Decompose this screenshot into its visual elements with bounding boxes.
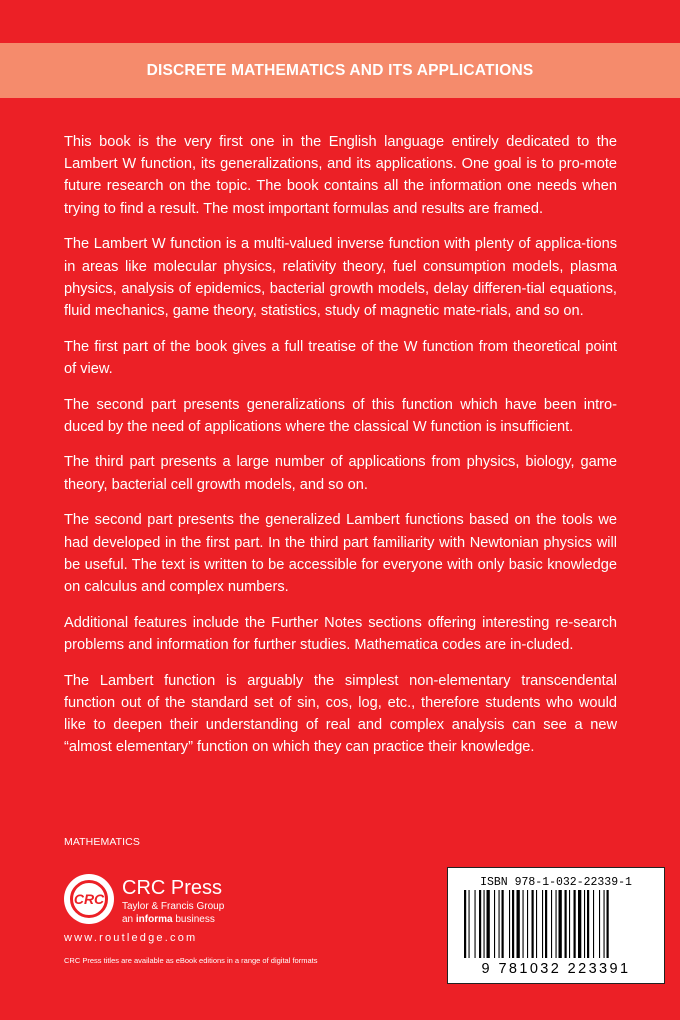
barcode-bar <box>569 890 570 958</box>
series-title: DISCRETE MATHEMATICS AND ITS APPLICATIONS <box>146 61 534 79</box>
barcode-bar <box>584 890 585 958</box>
barcode-bar <box>479 890 481 958</box>
barcode-bar <box>599 890 600 958</box>
barcode-bar <box>499 890 500 958</box>
description-paragraph: This book is the very first one in the English language entirely dedicated to the Lambert W function, its generalizations, and its applications. One goal is to pro-mote future research on the topic. The book contains all the information one needs when trying to find a result. The most important formulas and results are framed. <box>64 134 617 217</box>
barcode-bar <box>545 890 547 958</box>
barcode-bar <box>551 890 552 958</box>
barcode-bar <box>578 890 581 958</box>
barcode-bar <box>532 890 534 958</box>
crc-logo-text: CRC <box>70 880 108 918</box>
book-description <box>64 131 617 772</box>
barcode-bar <box>509 890 510 958</box>
barcode-bar <box>464 890 466 958</box>
publisher-group: Taylor & Francis Group <box>122 901 225 912</box>
barcode-bar <box>565 890 567 958</box>
publisher-name: CRC Press <box>122 877 223 899</box>
description-paragraph: The Lambert function is arguably the simplest non-elementary transcendental function out of the standard set of sin, cos, log, etc., therefore students who would like to deepen their understanding of real and complex analysis can see a new “almost elementary” function on which they can practice their knowledge. <box>64 672 617 756</box>
crc-logo <box>64 874 114 924</box>
barcode-bar <box>487 890 490 958</box>
barcode-bar <box>517 890 520 958</box>
description-paragraph: The first part of the book gives a full treatise of the W function from theoretical point of view. <box>64 338 617 377</box>
barcode-bar <box>559 890 562 958</box>
barcode-bar <box>475 890 476 958</box>
business-prefix: an <box>122 914 136 925</box>
business-informa: informa <box>135 914 173 925</box>
barcode-bar <box>536 890 537 958</box>
series-banner <box>0 43 680 98</box>
barcode-bar <box>593 890 594 958</box>
barcode-bar <box>574 890 576 958</box>
ebook-note: CRC Press titles are available as eBook editions in a range of digital formats <box>64 956 318 965</box>
barcode-bar <box>494 890 495 958</box>
barcode-icon <box>462 890 652 960</box>
publisher-website[interactable]: www.routledge.com <box>64 932 198 944</box>
isbn-label: ISBN 978-1-032-22339-1 <box>480 876 632 889</box>
description-paragraph: The second part presents generalizations of this function which have been intro-duced by the need of applications where the classical W function is insufficient. <box>64 396 617 435</box>
barcode-digits: 9 781032 223391 <box>481 961 631 977</box>
barcode-bar <box>604 890 605 958</box>
isbn-barcode <box>447 867 665 984</box>
subject-category: MATHEMATICS <box>64 836 140 848</box>
barcode-bar <box>527 890 528 958</box>
barcode-bar <box>484 890 485 958</box>
description-paragraph: The third part presents a large number of applications from physics, biology, game theory, bacterial cell growth models, and so on. <box>64 454 617 493</box>
barcode-bar <box>523 890 524 958</box>
barcode-bar <box>587 890 589 958</box>
barcode-bar <box>502 890 504 958</box>
barcode-bar <box>556 890 557 958</box>
description-paragraph: Additional features include the Further Notes sections offering interesting re-search problems and information for further studies. Mathematica codes are in-cluded. <box>64 614 617 653</box>
business-suffix: business <box>172 914 215 925</box>
publisher-business <box>122 914 215 925</box>
description-paragraph: The second part presents the generalized Lambert functions based on the tools we had developed in the first part. In the third part familiarity with Newtonian physics will be useful. The text is written to be accessible for everyone with only basic knowledge on calculus and complex numbers. <box>64 512 617 595</box>
barcode-bar <box>512 890 514 958</box>
description-paragraph: The Lambert W function is a multi-valued inverse function with plenty of applica-tions in areas like molecular physics, relativity theory, fuel consumption models, plasma physics, analysis of epidemics, bacterial growth models, delay differen-tial equations, fluid mechanics, game theory, statistics, study of magnetic mate-rials, and so on. <box>64 236 617 319</box>
barcode-bar <box>607 890 609 958</box>
barcode-bar <box>542 890 543 958</box>
barcode-bar <box>469 890 470 958</box>
